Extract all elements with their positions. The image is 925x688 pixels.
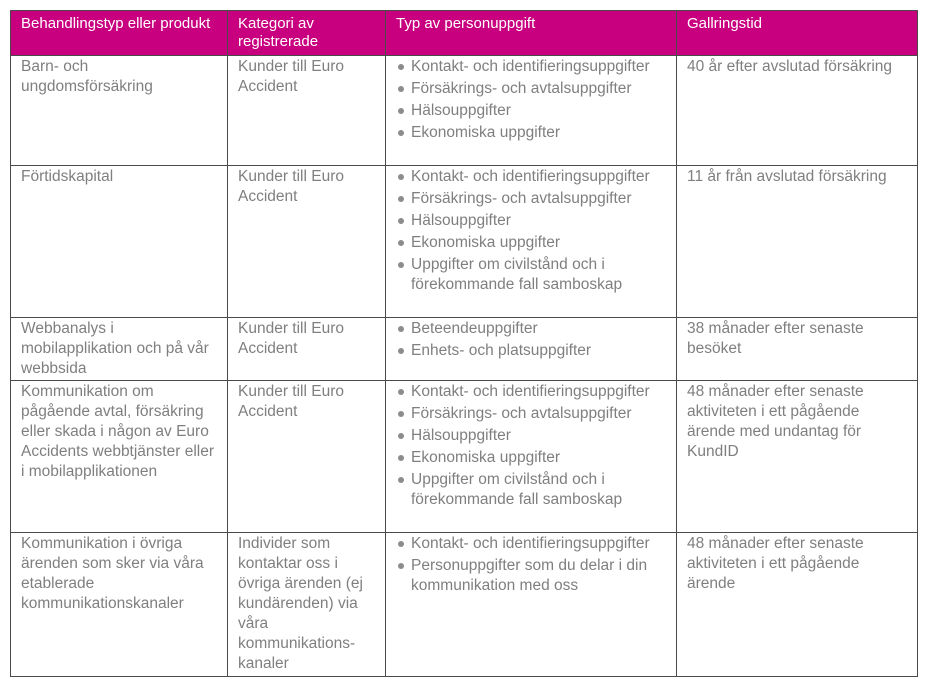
- retention-table: [10, 10, 918, 677]
- table-row: [11, 318, 918, 381]
- list-item: Försäkrings- och avtalsuppgifter: [396, 189, 666, 209]
- header-data-type: Typ av personuppgift: [386, 11, 677, 56]
- list-item: Hälsouppgifter: [396, 101, 666, 121]
- data-types-cell: [386, 318, 677, 381]
- retention-cell: 40 år efter avslutad försäkring: [677, 56, 918, 166]
- category-cell: Kunder till Euro Accident: [228, 56, 386, 166]
- product-cell: Barn- och ungdomsförsäkring: [11, 56, 228, 166]
- data-type-list: [396, 382, 666, 510]
- data-types-cell: [386, 56, 677, 166]
- list-item: Ekonomiska uppgifter: [396, 448, 666, 468]
- product-cell: Webbanalys i mobilapplikation och på vår webbsida: [11, 318, 228, 381]
- data-type-list: [396, 57, 666, 143]
- list-item: Enhets- och platsuppgifter: [396, 341, 666, 361]
- retention-cell: 38 månader efter senaste besöket: [677, 318, 918, 381]
- list-item: Kontakt- och identifieringsuppgifter: [396, 534, 666, 554]
- category-cell: Kunder till Euro Accident: [228, 318, 386, 381]
- data-types-cell: [386, 381, 677, 533]
- category-cell: Kunder till Euro Accident: [228, 166, 386, 318]
- data-type-list: [396, 167, 666, 295]
- retention-cell: 48 månader efter senaste aktiviteten i ett pågående ärende med undantag för KundID: [677, 381, 918, 533]
- table-row: [11, 533, 918, 677]
- data-types-cell: [386, 533, 677, 677]
- list-item: Uppgifter om civilstånd och i förekommande fall samboskap: [396, 470, 666, 510]
- list-item: Kontakt- och identifieringsuppgifter: [396, 57, 666, 77]
- header-category: Kategori av registrerade: [228, 11, 386, 56]
- list-item: Försäkrings- och avtalsuppgifter: [396, 79, 666, 99]
- list-item: Kontakt- och identifieringsuppgifter: [396, 382, 666, 402]
- table-row: [11, 381, 918, 533]
- list-item: Ekonomiska uppgifter: [396, 123, 666, 143]
- list-item: Hälsouppgifter: [396, 211, 666, 231]
- table-row: [11, 166, 918, 318]
- list-item: Försäkrings- och avtalsuppgifter: [396, 404, 666, 424]
- list-item: Beteendeuppgifter: [396, 319, 666, 339]
- list-item: Ekonomiska uppgifter: [396, 233, 666, 253]
- list-item: Kontakt- och identifieringsuppgifter: [396, 167, 666, 187]
- list-item: Personuppgifter som du delar i din kommunikation med oss: [396, 556, 666, 596]
- product-cell: Förtidskapital: [11, 166, 228, 318]
- category-cell: Individer som kontaktar oss i övriga ärenden (ej kundärenden) via våra kommunikations-kanaler: [228, 533, 386, 677]
- list-item: Hälsouppgifter: [396, 426, 666, 446]
- header-product: Behandlingstyp eller produkt: [11, 11, 228, 56]
- product-cell: Kommunikation i övriga ärenden som sker via våra etablerade kommunikationskanaler: [11, 533, 228, 677]
- product-cell: Kommunikation om pågående avtal, försäkring eller skada i någon av Euro Accidents webbtjänster eller i mobilapplikationen: [11, 381, 228, 533]
- header-retention: Gallringstid: [677, 11, 918, 56]
- data-type-list: [396, 534, 666, 596]
- header-row: [11, 11, 918, 56]
- category-cell: Kunder till Euro Accident: [228, 381, 386, 533]
- table-row: [11, 56, 918, 166]
- retention-cell: 11 år från avslutad försäkring: [677, 166, 918, 318]
- data-type-list: [396, 319, 666, 361]
- data-types-cell: [386, 166, 677, 318]
- retention-cell: 48 månader efter senaste aktiviteten i ett pågående ärende: [677, 533, 918, 677]
- list-item: Uppgifter om civilstånd och i förekommande fall samboskap: [396, 255, 666, 295]
